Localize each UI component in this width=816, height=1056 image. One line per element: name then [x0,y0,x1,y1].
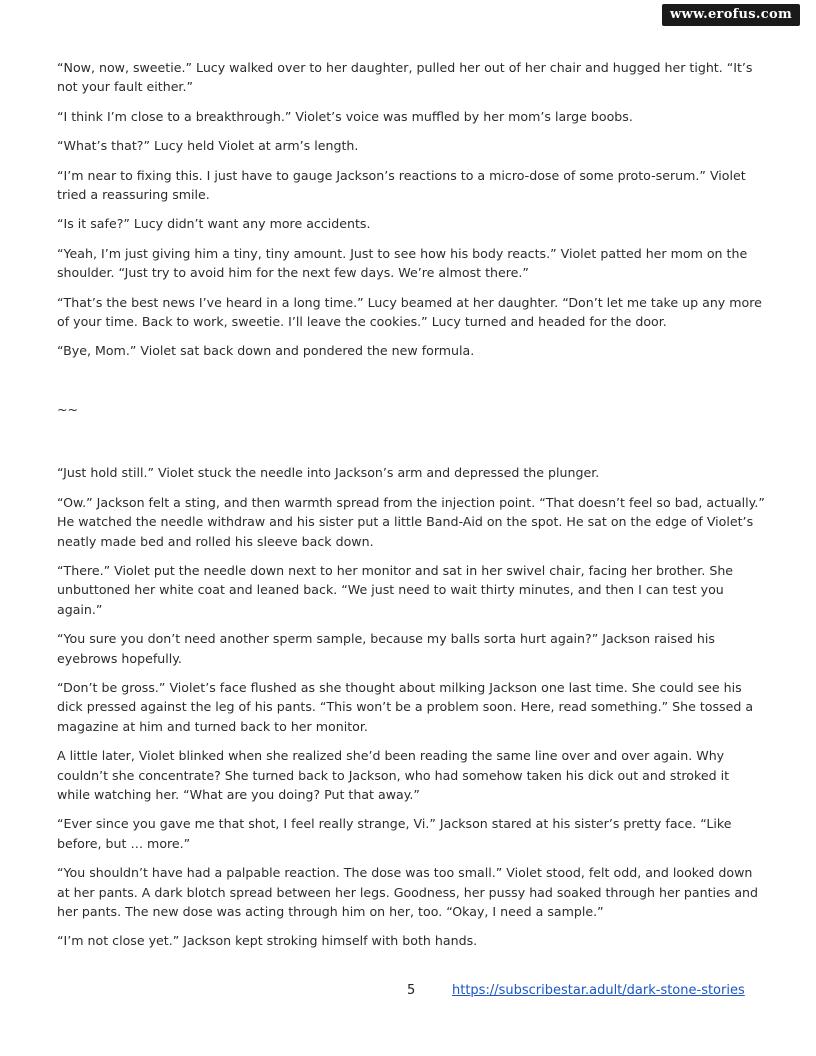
paragraph: “Is it safe?” Lucy didn’t want any more accidents. [57,216,371,232]
paragraph: “Ever since you gave me that shot, I feel really strange, Vi.” Jackson stared at his sister’s pretty face. “Like before, but … more.” [57,816,732,851]
paragraph: “You sure you don’t need another sperm sample, because my balls sorta hurt again?” Jackson raised his eyebrows hopefully. [57,631,715,666]
paragraph: “Ow.” Jackson felt a sting, and then warmth spread from the injection point. “That doesn’t feel so bad, actually.” He watched the needle withdraw and his sister put a little Band-Aid on the spot. He sat on the edge of Violet’s neatly made bed and rolled his sleeve back down. [57,494,765,549]
page-body [57,58,765,951]
paragraph: “Now, now, sweetie.” Lucy walked over to her daughter, pulled her out of her chair and hugged her tight. “It’s not your fault either.” [57,60,753,95]
paragraph: “I’m not close yet.” Jackson kept stroking himself with both hands. [57,933,478,949]
paragraph: “I’m near to fixing this. I just have to gauge Jackson’s reactions to a micro-dose of some proto-serum.” Violet tried a reassuring smile. [57,167,746,203]
paragraph: “That’s the best news I’ve heard in a long time.” Lucy beamed at her daughter. “Don’t let me take up any more of your time. Back to work, sweetie. I’ll leave the cookies.” Lucy turned and headed for the door. [57,294,762,330]
page-number: 5 [407,983,416,998]
site-watermark: www.erofus.com [662,4,800,26]
paragraph: A little later, Violet blinked when she realized she’d been reading the same line over and over again. Why couldn’t she concentrate? She turned back to Jackson, who had somehow taken his dick out and stroked it while watching her. “What are you doing? Put that away.” [57,748,730,802]
subscribestar-link[interactable]: https://subscribestar.adult/dark-stone-stories [452,983,745,998]
paragraph: “What’s that?” Lucy held Violet at arm’s length. [57,138,359,154]
paragraph: “Bye, Mom.” Violet sat back down and pondered the new formula. [57,343,475,359]
paragraph: “Don’t be gross.” Violet’s face flushed as she thought about milking Jackson one last time. She could see his dick pressed against the leg of his pants. “This won’t be a problem soon. Here, read something.” She tossed a magazine at him and turned back to her monitor. [57,679,754,734]
scene-separator: ~~ [57,401,79,417]
paragraph: “Yeah, I’m just giving him a tiny, tiny amount. Just to see how his body reacts.” Violet patted her mom on the shoulder. “Just try to avoid him for the next few days. We’re almost there.” [57,245,748,281]
paragraph: “You shouldn’t have had a palpable reaction. The dose was too small.” Violet stood, felt odd, and looked down at her pants. A dark blotch spread between her legs. Goodness, her pussy had soaked through her panties and her pants. The new dose was acting through him on her, too. “Okay, I need a sample.” [57,865,759,919]
paragraph: “There.” Violet put the needle down next to her monitor and sat in her swivel chair, facing her brother. She unbuttoned her white coat and leaned back. “We just need to wait thirty minutes, and then I can test you again.” [57,562,734,617]
paragraph: “Just hold still.” Violet stuck the needle into Jackson’s arm and depressed the plunger. [57,465,600,481]
paragraph: “I think I’m close to a breakthrough.” Violet’s voice was muffled by her mom’s large boobs. [57,108,633,124]
